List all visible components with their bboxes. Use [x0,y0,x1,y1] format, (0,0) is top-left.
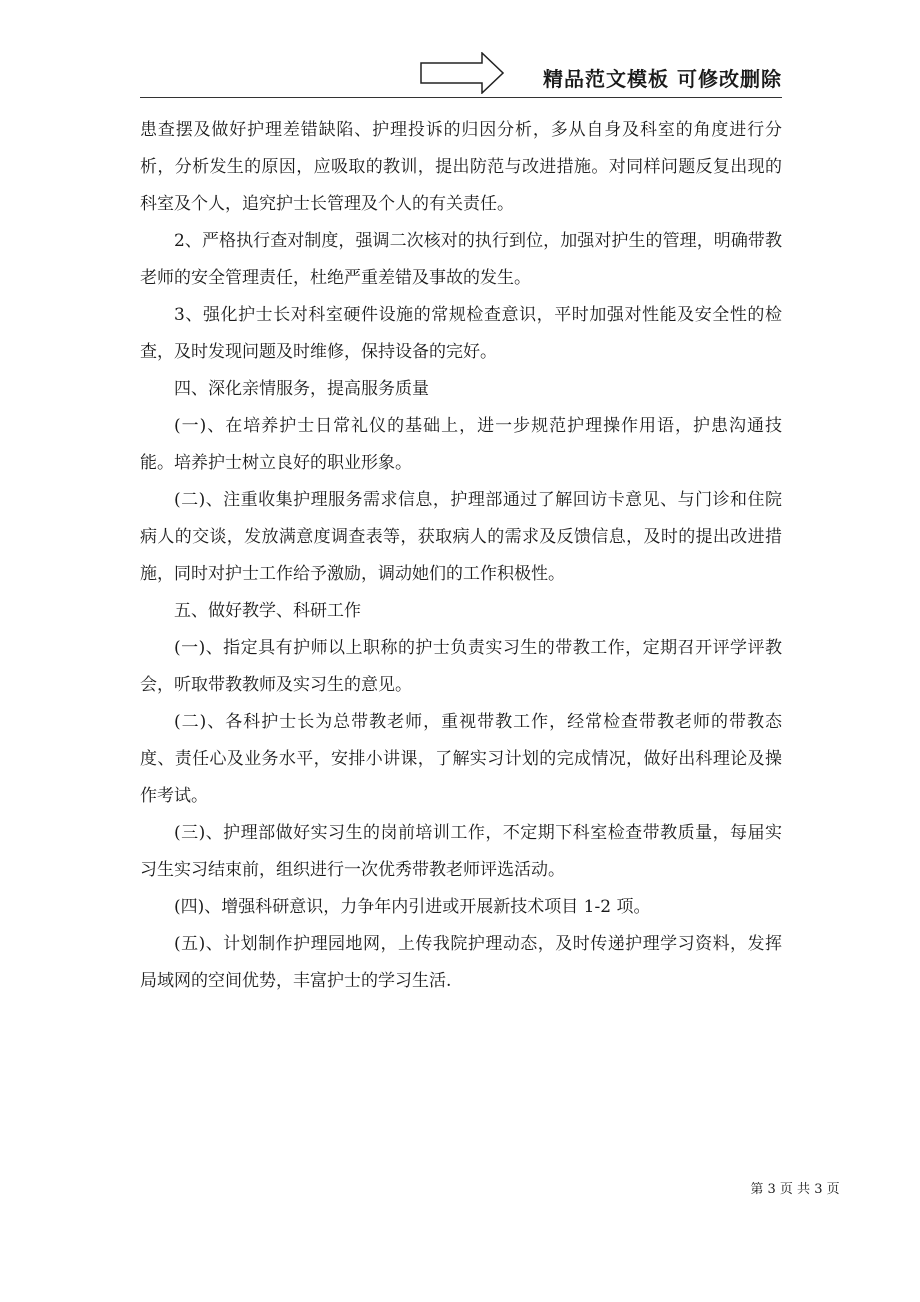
paragraph: (五)、计划制作护理园地网，上传我院护理动态，及时传递护理学习资料，发挥局域网的空间优势，丰富护士的学习生活. [140,934,782,991]
paragraph: (一)、指定具有护师以上职称的护士负责实习生的带教工作，定期召开评学评教会，听取带教教师及实习生的意见。 [140,638,782,695]
paragraph: 3、强化护士长对科室硬件设施的常规检查意识，平时加强对性能及安全性的检查，及时发现问题及时维修，保持设备的完好。 [140,305,782,362]
paragraph: (四)、增强科研意识，力争年内引进或开展新技术项目 1-2 项。 [174,897,651,917]
page-number: 第 3 页 共 3 页 [750,1182,840,1197]
paragraph: (一)、在培养护士日常礼仪的基础上，进一步规范护理操作用语，护患沟通技能。培养护士树立良好的职业形象。 [140,416,782,473]
section-heading: 四、深化亲情服务，提高服务质量 [174,379,429,399]
paragraph: (二)、注重收集护理服务需求信息，护理部通过了解回访卡意见、与门诊和住院病人的交谈，发放满意度调查表等，获取病人的需求及反馈信息，及时的提出改进措施，同时对护士工作给予激励，调动她们的工作积极性。 [140,490,782,584]
section-heading: 五、做好教学、科研工作 [174,601,361,621]
paragraph: 2、严格执行查对制度，强调二次核对的执行到位，加强对护生的管理，明确带教老师的安全管理责任，杜绝严重差错及事故的发生。 [140,231,782,288]
header-title: 精品范文模板 可修改删除 [543,67,782,91]
header-divider [140,97,782,98]
paragraph: 患查摆及做好护理差错缺陷、护理投诉的归因分析，多从自身及科室的角度进行分析，分析发生的原因，应吸取的教训，提出防范与改进措施。对同样问题反复出现的科室及个人，追究护士长管理及个人的有关责任。 [140,120,782,214]
arrow-icon [420,52,504,94]
document-body [140,112,782,1000]
paragraph: (二)、各科护士长为总带教老师，重视带教工作，经常检查带教老师的带教态度、责任心及业务水平，安排小讲课，了解实习计划的完成情况，做好出科理论及操作考试。 [140,712,782,806]
page-header [140,50,782,98]
paragraph: (三)、护理部做好实习生的岗前培训工作，不定期下科室检查带教质量，每届实习生实习结束前，组织进行一次优秀带教老师评选活动。 [140,823,782,880]
